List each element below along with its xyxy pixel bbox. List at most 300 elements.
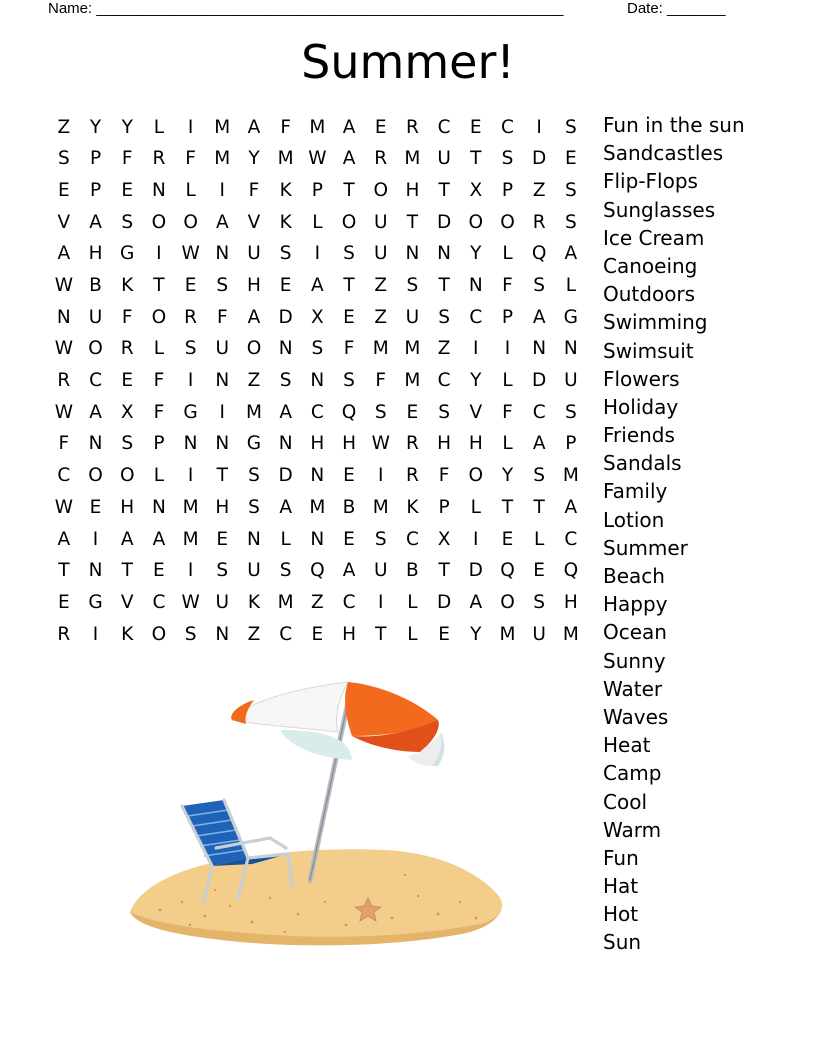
grid-letter-r10-c11[interactable]: S <box>374 401 387 423</box>
grid-letter-r4-c17[interactable]: S <box>564 211 577 233</box>
grid-letter-r4-c16[interactable]: R <box>532 211 546 233</box>
grid-letter-r1-c4[interactable]: L <box>153 116 165 138</box>
grid-letter-r2-c8[interactable]: M <box>277 148 294 170</box>
grid-letter-r13-c10[interactable]: B <box>342 496 356 518</box>
grid-letter-r1-c14[interactable]: E <box>469 116 482 138</box>
grid-letter-r11-c9[interactable]: H <box>310 433 325 455</box>
grid-letter-r13-c11[interactable]: M <box>372 496 389 518</box>
grid-letter-r1-c7[interactable]: A <box>247 116 261 138</box>
grid-letter-r6-c9[interactable]: A <box>311 275 324 297</box>
grid-letter-r7-c1[interactable]: N <box>56 306 71 328</box>
grid-letter-r6-c1[interactable]: W <box>54 275 73 297</box>
grid-letter-r12-c13[interactable]: F <box>438 465 450 487</box>
grid-letter-r2-c5[interactable]: F <box>185 148 196 170</box>
grid-letter-r5-c14[interactable]: Y <box>470 243 482 265</box>
grid-letter-r14-c17[interactable]: C <box>564 528 578 550</box>
grid-letter-r7-c7[interactable]: A <box>247 306 261 328</box>
grid-letter-r17-c5[interactable]: S <box>184 623 197 645</box>
word-list-item: Summer <box>603 535 688 560</box>
grid-letter-r3-c9[interactable]: P <box>311 179 323 201</box>
grid-letter-r15-c15[interactable]: Q <box>500 560 515 582</box>
grid-letter-r1-c3[interactable]: Y <box>121 116 133 138</box>
grid-letter-r5-c13[interactable]: N <box>437 243 452 265</box>
grid-letter-r14-c10[interactable]: E <box>343 528 355 550</box>
grid-letter-r7-c10[interactable]: E <box>343 306 355 328</box>
grid-letter-r4-c2[interactable]: A <box>89 211 102 233</box>
grid-letter-r6-c12[interactable]: S <box>406 275 419 297</box>
grid-letter-r7-c3[interactable]: F <box>121 306 133 328</box>
grid-letter-r12-c16[interactable]: S <box>533 465 546 487</box>
grid-letter-r17-c2[interactable]: I <box>92 623 99 645</box>
grid-letter-r17-c16[interactable]: U <box>532 623 546 645</box>
grid-letter-r10-c16[interactable]: C <box>532 401 546 423</box>
grid-letter-r9-c15[interactable]: L <box>502 370 513 392</box>
grid-letter-r2-c6[interactable]: M <box>214 148 231 170</box>
grid-letter-r14-c13[interactable]: X <box>437 528 451 550</box>
grid-letter-r13-c9[interactable]: M <box>309 496 326 518</box>
grid-letter-r15-c8[interactable]: S <box>279 560 292 582</box>
grid-letter-r1-c1[interactable]: Z <box>57 116 71 138</box>
grid-letter-r15-c5[interactable]: I <box>187 560 194 582</box>
page-title: Summer! <box>301 35 515 89</box>
grid-letter-r11-c1[interactable]: F <box>58 433 70 455</box>
grid-letter-r17-c14[interactable]: Y <box>470 623 482 645</box>
word-list <box>603 111 745 957</box>
grid-letter-r11-c10[interactable]: H <box>342 433 356 455</box>
grid-letter-r15-c11[interactable]: U <box>373 560 388 582</box>
grid-letter-r2-c3[interactable]: F <box>121 148 133 170</box>
grid-letter-r10-c14[interactable]: V <box>469 401 483 423</box>
grid-letter-r17-c4[interactable]: O <box>151 623 167 645</box>
grid-letter-r5-c6[interactable]: N <box>215 243 230 265</box>
grid-letter-r2-c7[interactable]: Y <box>248 148 260 170</box>
grid-letter-r8-c6[interactable]: U <box>215 338 230 360</box>
grid-letter-r10-c15[interactable]: F <box>502 401 513 423</box>
grid-letter-r2-c16[interactable]: D <box>532 148 547 170</box>
grid-letter-r7-c11[interactable]: Z <box>374 306 388 328</box>
grid-letter-r3-c11[interactable]: O <box>373 179 388 201</box>
grid-letter-r12-c4[interactable]: L <box>153 465 165 487</box>
grid-letter-r16-c9[interactable]: Z <box>311 591 324 613</box>
grid-letter-r11-c2[interactable]: N <box>88 433 103 455</box>
grid-letter-r6-c10[interactable]: T <box>343 275 355 297</box>
grid-letter-r6-c2[interactable]: B <box>89 275 102 297</box>
grid-letter-r9-c2[interactable]: C <box>89 370 102 392</box>
grid-letter-r15-c6[interactable]: S <box>216 560 229 582</box>
grid-letter-r14-c15[interactable]: E <box>501 528 514 550</box>
grid-letter-r17-c7[interactable]: Z <box>247 623 261 645</box>
grid-letter-r8-c16[interactable]: N <box>532 338 547 360</box>
grid-letter-r16-c6[interactable]: U <box>215 591 230 613</box>
grid-letter-r3-c14[interactable]: X <box>469 179 483 201</box>
grid-letter-r10-c5[interactable]: G <box>183 401 198 423</box>
grid-letter-r15-c13[interactable]: T <box>438 560 450 582</box>
grid-letter-r3-c17[interactable]: S <box>564 179 577 201</box>
grid-letter-r5-c10[interactable]: S <box>343 243 355 265</box>
grid-letter-r7-c9[interactable]: X <box>311 306 324 328</box>
grid-letter-r1-c17[interactable]: S <box>564 116 577 138</box>
grid-letter-r2-c11[interactable]: R <box>374 148 388 170</box>
grid-letter-r6-c8[interactable]: E <box>279 275 292 297</box>
grid-letter-r2-c2[interactable]: P <box>89 148 102 170</box>
grid-letter-r3-c13[interactable]: T <box>438 179 450 201</box>
grid-letter-r16-c11[interactable]: I <box>377 591 384 613</box>
grid-letter-r8-c4[interactable]: L <box>153 338 165 360</box>
grid-letter-r5-c3[interactable]: G <box>120 243 135 265</box>
grid-letter-r5-c5[interactable]: W <box>181 243 200 265</box>
grid-letter-r8-c2[interactable]: O <box>88 338 103 360</box>
grid-letter-r7-c6[interactable]: F <box>216 306 228 328</box>
grid-letter-r6-c4[interactable]: T <box>153 275 165 297</box>
word-list-item: Cool <box>603 789 647 814</box>
grid-letter-r14-c16[interactable]: L <box>534 528 545 550</box>
grid-letter-r10-c6[interactable]: I <box>219 401 226 423</box>
word-list-item: Sandals <box>603 451 682 476</box>
grid-letter-r11-c4[interactable]: P <box>153 433 165 455</box>
grid-letter-r7-c17[interactable]: G <box>563 306 579 328</box>
grid-letter-r3-c2[interactable]: P <box>89 179 102 201</box>
grid-letter-r15-c9[interactable]: Q <box>310 560 325 582</box>
grid-letter-r5-c15[interactable]: L <box>502 243 513 265</box>
grid-letter-r16-c14[interactable]: A <box>469 591 483 613</box>
grid-letter-r10-c12[interactable]: E <box>406 401 419 423</box>
grid-letter-r9-c13[interactable]: C <box>437 370 451 392</box>
grid-letter-r14-c3[interactable]: A <box>120 528 134 550</box>
grid-letter-r16-c2[interactable]: G <box>88 591 103 613</box>
grid-letter-r16-c8[interactable]: M <box>277 591 294 613</box>
grid-letter-r1-c5[interactable]: I <box>187 116 194 138</box>
grid-letter-r6-c16[interactable]: S <box>533 275 546 297</box>
grid-letter-r12-c9[interactable]: N <box>310 465 325 487</box>
grid-letter-r16-c13[interactable]: D <box>436 591 452 613</box>
grid-letter-r5-c8[interactable]: S <box>279 243 292 265</box>
grid-letter-r7-c2[interactable]: U <box>88 306 103 328</box>
grid-letter-r5-c4[interactable]: I <box>156 243 162 265</box>
word-list-item: Flowers <box>603 366 680 391</box>
grid-letter-r15-c2[interactable]: N <box>88 560 103 582</box>
grid-letter-r17-c6[interactable]: N <box>215 623 230 645</box>
grid-letter-r8-c10[interactable]: F <box>343 338 355 360</box>
grid-letter-r17-c12[interactable]: L <box>407 623 418 645</box>
grid-letter-r15-c12[interactable]: B <box>406 560 419 582</box>
grid-letter-r4-c10[interactable]: O <box>341 211 357 233</box>
grid-letter-r1-c9[interactable]: M <box>309 116 326 138</box>
grid-letter-r4-c3[interactable]: S <box>121 211 134 233</box>
grid-letter-r7-c15[interactable]: P <box>501 306 514 328</box>
grid-letter-r14-c12[interactable]: C <box>405 528 419 550</box>
grid-letter-r17-c1[interactable]: R <box>57 623 71 645</box>
grid-letter-r10-c17[interactable]: S <box>564 401 577 423</box>
grid-letter-r1-c13[interactable]: C <box>437 116 451 138</box>
grid-letter-r6-c11[interactable]: Z <box>374 275 388 297</box>
grid-letter-r16-c3[interactable]: V <box>120 591 134 613</box>
grid-letter-r7-c8[interactable]: D <box>278 306 293 328</box>
grid-letter-r4-c12[interactable]: T <box>406 211 419 233</box>
grid-letter-r6-c15[interactable]: F <box>502 275 513 297</box>
grid-letter-r10-c2[interactable]: A <box>89 401 102 423</box>
grid-letter-r8-c3[interactable]: R <box>120 338 134 360</box>
grid-letter-r4-c14[interactable]: O <box>468 211 484 233</box>
grid-letter-r4-c6[interactable]: A <box>215 211 229 233</box>
grid-letter-r4-c15[interactable]: O <box>500 211 515 233</box>
grid-letter-r12-c15[interactable]: Y <box>501 465 514 487</box>
grid-letter-r3-c1[interactable]: E <box>57 179 70 201</box>
grid-letter-r9-c12[interactable]: M <box>404 370 421 392</box>
grid-letter-r12-c2[interactable]: O <box>88 465 103 487</box>
grid-letter-r17-c17[interactable]: M <box>562 623 579 645</box>
grid-letter-r17-c11[interactable]: T <box>375 623 387 645</box>
grid-letter-r12-c1[interactable]: C <box>57 465 71 487</box>
grid-letter-r14-c6[interactable]: E <box>216 528 229 550</box>
grid-letter-r9-c9[interactable]: N <box>310 370 325 392</box>
grid-letter-r5-c12[interactable]: N <box>405 243 420 265</box>
grid-letter-r12-c5[interactable]: I <box>187 465 194 487</box>
grid-letter-r13-c12[interactable]: K <box>406 496 419 518</box>
grid-letter-r6-c5[interactable]: E <box>184 275 197 297</box>
grid-letter-r16-c1[interactable]: E <box>57 591 70 613</box>
grid-letter-r14-c14[interactable]: I <box>473 528 479 550</box>
grid-letter-r14-c8[interactable]: L <box>280 528 291 550</box>
grid-letter-r8-c1[interactable]: W <box>54 338 73 360</box>
grid-letter-r9-c16[interactable]: D <box>532 370 547 392</box>
grid-letter-r11-c16[interactable]: A <box>532 433 546 455</box>
grid-letter-r8-c14[interactable]: I <box>473 338 479 360</box>
grid-letter-r13-c6[interactable]: H <box>215 496 230 518</box>
grid-letter-r1-c11[interactable]: E <box>374 116 387 138</box>
grid-letter-r10-c4[interactable]: F <box>153 401 165 423</box>
grid-letter-r9-c3[interactable]: E <box>121 370 134 392</box>
word-list-item: Sun <box>603 930 642 955</box>
grid-letter-r10-c8[interactable]: A <box>279 401 292 423</box>
word-list-item: Family <box>603 479 668 504</box>
grid-letter-r5-c7[interactable]: U <box>247 243 261 265</box>
grid-letter-r4-c13[interactable]: D <box>436 211 452 233</box>
grid-letter-r4-c7[interactable]: V <box>247 211 261 233</box>
grid-letter-r4-c8[interactable]: K <box>279 211 292 233</box>
grid-letter-r6-c6[interactable]: S <box>216 275 229 297</box>
grid-letter-r3-c7[interactable]: F <box>248 179 260 201</box>
grid-letter-r9-c11[interactable]: F <box>375 370 387 392</box>
grid-letter-r13-c2[interactable]: E <box>89 496 102 518</box>
grid-letter-r12-c17[interactable]: M <box>562 465 579 487</box>
grid-letter-r13-c16[interactable]: T <box>533 496 545 518</box>
grid-letter-r9-c14[interactable]: Y <box>470 370 482 392</box>
grid-letter-r12-c7[interactable]: S <box>248 465 260 487</box>
word-list-item: Hat <box>603 874 639 899</box>
grid-letter-r11-c13[interactable]: H <box>437 433 452 455</box>
grid-letter-r2-c17[interactable]: E <box>564 148 577 170</box>
grid-letter-r2-c13[interactable]: U <box>437 148 451 170</box>
grid-letter-r6-c7[interactable]: H <box>247 275 261 297</box>
grid-letter-r15-c16[interactable]: E <box>533 560 545 582</box>
grid-letter-r16-c7[interactable]: K <box>247 591 261 613</box>
grid-letter-r13-c4[interactable]: N <box>151 496 166 518</box>
grid-letter-r16-c12[interactable]: L <box>407 591 418 613</box>
grid-letter-r16-c5[interactable]: W <box>181 591 200 613</box>
grid-letter-r13-c14[interactable]: L <box>470 496 481 518</box>
grid-letter-r8-c8[interactable]: N <box>278 338 293 360</box>
grid-letter-r12-c11[interactable]: I <box>377 465 384 487</box>
grid-letter-r5-c1[interactable]: A <box>57 243 71 265</box>
grid-letter-r2-c9[interactable]: W <box>308 148 327 170</box>
grid-letter-r15-c7[interactable]: U <box>247 560 261 582</box>
grid-letter-r17-c10[interactable]: H <box>342 623 356 645</box>
grid-letter-r10-c3[interactable]: X <box>120 401 134 423</box>
grid-letter-r11-c17[interactable]: P <box>565 433 577 455</box>
grid-letter-r16-c4[interactable]: C <box>152 591 166 613</box>
grid-letter-r8-c17[interactable]: N <box>563 338 578 360</box>
grid-letter-r9-c8[interactable]: S <box>279 370 292 392</box>
grid-letter-r14-c1[interactable]: A <box>57 528 71 550</box>
grid-letter-r13-c17[interactable]: A <box>564 496 578 518</box>
grid-letter-r14-c9[interactable]: N <box>310 528 325 550</box>
grid-letter-r6-c14[interactable]: N <box>468 275 483 297</box>
grid-letter-r6-c3[interactable]: K <box>121 275 134 297</box>
grid-letter-r13-c5[interactable]: M <box>182 496 199 518</box>
grid-letter-r4-c11[interactable]: U <box>373 211 388 233</box>
grid-letter-r2-c1[interactable]: S <box>57 148 70 170</box>
grid-letter-r3-c5[interactable]: L <box>185 179 196 201</box>
grid-letter-r17-c15[interactable]: M <box>499 623 516 645</box>
grid-letter-r3-c15[interactable]: P <box>501 179 514 201</box>
grid-letter-r7-c5[interactable]: R <box>184 306 198 328</box>
grid-letter-r9-c6[interactable]: N <box>215 370 230 392</box>
grid-letter-r16-c10[interactable]: C <box>342 591 356 613</box>
grid-letter-r12-c3[interactable]: O <box>119 465 135 487</box>
grid-letter-r8-c15[interactable]: I <box>504 338 511 360</box>
grid-letter-r3-c16[interactable]: Z <box>532 179 546 201</box>
word-list-item: Warm <box>603 817 662 842</box>
grid-letter-r11-c3[interactable]: S <box>121 433 134 455</box>
grid-letter-r12-c6[interactable]: T <box>216 465 228 487</box>
grid-letter-r9-c10[interactable]: S <box>343 370 355 392</box>
grid-letter-r3-c4[interactable]: N <box>151 179 166 201</box>
grid-letter-r15-c1[interactable]: T <box>58 560 70 582</box>
grid-letter-r4-c5[interactable]: O <box>183 211 198 233</box>
grid-letter-r9-c17[interactable]: U <box>564 370 578 392</box>
grid-letter-r8-c13[interactable]: Z <box>437 338 451 360</box>
grid-letter-r8-c9[interactable]: S <box>311 338 324 360</box>
grid-letter-r3-c12[interactable]: H <box>405 179 420 201</box>
grid-letter-r9-c1[interactable]: R <box>57 370 71 392</box>
grid-letter-r7-c16[interactable]: A <box>532 306 546 328</box>
grid-letter-r5-c17[interactable]: A <box>564 243 578 265</box>
grid-letter-r15-c4[interactable]: E <box>153 560 165 582</box>
grid-letter-r2-c4[interactable]: R <box>152 148 166 170</box>
grid-letter-r12-c8[interactable]: D <box>278 465 293 487</box>
grid-letter-r17-c8[interactable]: C <box>279 623 293 645</box>
grid-letter-r3-c8[interactable]: K <box>279 179 292 201</box>
grid-letter-r11-c7[interactable]: G <box>246 433 262 455</box>
word-list-item: Beach <box>603 564 665 588</box>
grid-letter-r16-c15[interactable]: O <box>500 591 515 613</box>
grid-letter-r12-c14[interactable]: O <box>468 465 484 487</box>
grid-letter-r13-c3[interactable]: H <box>120 496 135 518</box>
grid-letter-r6-c13[interactable]: T <box>438 275 450 297</box>
grid-letter-r8-c12[interactable]: M <box>404 338 421 360</box>
grid-letter-r10-c13[interactable]: S <box>438 401 450 423</box>
grid-letter-r15-c17[interactable]: Q <box>563 560 579 582</box>
grid-letter-r5-c16[interactable]: Q <box>531 243 547 265</box>
grid-letter-r6-c17[interactable]: L <box>565 275 576 297</box>
grid-letter-r13-c15[interactable]: T <box>501 496 514 518</box>
grid-letter-r1-c8[interactable]: F <box>280 116 291 138</box>
grid-letter-r11-c11[interactable]: W <box>371 433 390 455</box>
grid-letter-r3-c10[interactable]: T <box>343 179 355 201</box>
grid-letter-r11-c8[interactable]: N <box>278 433 293 455</box>
grid-letter-r14-c7[interactable]: N <box>247 528 261 550</box>
grid-letter-r2-c12[interactable]: M <box>404 148 421 170</box>
grid-letter-r10-c9[interactable]: C <box>310 401 324 423</box>
grid-letter-r11-c14[interactable]: H <box>468 433 483 455</box>
grid-letter-r11-c12[interactable]: R <box>405 433 419 455</box>
grid-letter-r9-c7[interactable]: Z <box>247 370 261 392</box>
grid-letter-r1-c12[interactable]: R <box>405 116 419 138</box>
grid-letter-r13-c13[interactable]: P <box>438 496 450 518</box>
grid-letter-r3-c3[interactable]: E <box>121 179 134 201</box>
grid-letter-r7-c4[interactable]: O <box>151 306 167 328</box>
grid-letter-r13-c8[interactable]: A <box>279 496 292 518</box>
grid-letter-r16-c16[interactable]: S <box>533 591 546 613</box>
grid-letter-r5-c11[interactable]: U <box>373 243 388 265</box>
grid-letter-r11-c15[interactable]: L <box>502 433 513 455</box>
grid-letter-r9-c5[interactable]: I <box>187 370 194 392</box>
grid-letter-r1-c15[interactable]: C <box>501 116 514 138</box>
grid-letter-r4-c4[interactable]: O <box>151 211 167 233</box>
grid-letter-r15-c3[interactable]: T <box>121 560 133 582</box>
grid-letter-r2-c10[interactable]: A <box>342 148 356 170</box>
grid-letter-r14-c2[interactable]: I <box>92 528 99 550</box>
grid-letter-r1-c6[interactable]: M <box>214 116 231 138</box>
grid-letter-r17-c9[interactable]: E <box>311 623 324 645</box>
grid-letter-r14-c5[interactable]: M <box>182 528 199 550</box>
grid-letter-r13-c7[interactable]: S <box>248 496 260 518</box>
grid-letter-r8-c11[interactable]: M <box>372 338 389 360</box>
grid-letter-r5-c2[interactable]: H <box>88 243 103 265</box>
grid-letter-r4-c9[interactable]: L <box>312 211 323 233</box>
grid-letter-r12-c10[interactable]: E <box>343 465 355 487</box>
grid-letter-r15-c10[interactable]: A <box>342 560 356 582</box>
grid-letter-r2-c15[interactable]: S <box>501 148 514 170</box>
grid-letter-r16-c17[interactable]: H <box>563 591 578 613</box>
grid-letter-r11-c6[interactable]: N <box>215 433 230 455</box>
grid-letter-r10-c10[interactable]: Q <box>341 401 357 423</box>
grid-letter-r10-c7[interactable]: M <box>245 401 262 423</box>
grid-letter-r17-c3[interactable]: K <box>121 623 134 645</box>
grid-letter-r15-c14[interactable]: D <box>468 560 483 582</box>
grid-letter-r10-c1[interactable]: W <box>54 401 73 423</box>
grid-letter-r14-c11[interactable]: S <box>374 528 387 550</box>
grid-letter-r4-c1[interactable]: V <box>57 211 71 233</box>
grid-letter-r7-c14[interactable]: C <box>469 306 483 328</box>
grid-letter-r3-c6[interactable]: I <box>219 179 226 201</box>
grid-letter-r7-c13[interactable]: S <box>438 306 450 328</box>
grid-letter-r7-c12[interactable]: U <box>405 306 420 328</box>
grid-letter-r1-c10[interactable]: A <box>342 116 356 138</box>
grid-letter-r12-c12[interactable]: R <box>405 465 419 487</box>
grid-letter-r2-c14[interactable]: T <box>470 148 482 170</box>
grid-letter-r1-c16[interactable]: I <box>536 116 542 138</box>
grid-letter-r8-c7[interactable]: O <box>246 338 262 360</box>
grid-letter-r8-c5[interactable]: S <box>184 338 197 360</box>
grid-letter-r5-c9[interactable]: I <box>314 243 321 265</box>
grid-letter-r14-c4[interactable]: A <box>152 528 166 550</box>
grid-letter-r17-c13[interactable]: E <box>438 623 450 645</box>
grid-letter-r1-c2[interactable]: Y <box>89 116 102 138</box>
grid-letter-r11-c5[interactable]: N <box>183 433 198 455</box>
grid-letter-r9-c4[interactable]: F <box>153 370 165 392</box>
grid-letter-r13-c1[interactable]: W <box>54 496 73 518</box>
